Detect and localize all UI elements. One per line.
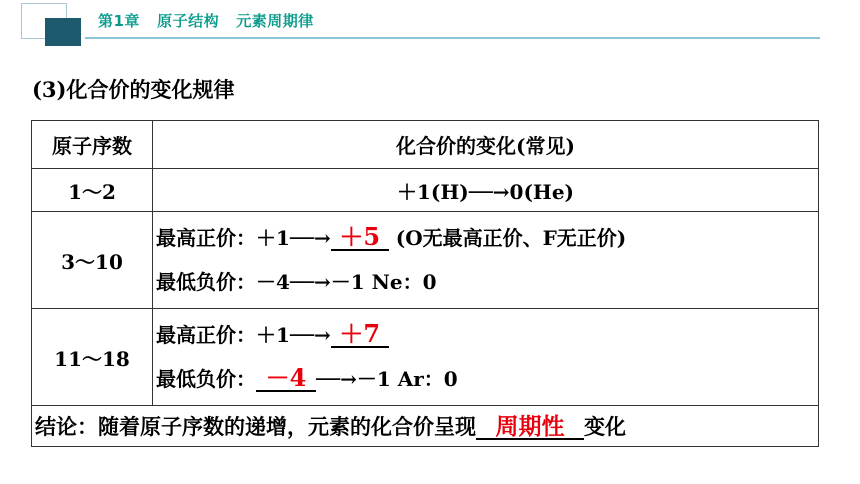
min-valence-line: [156, 357, 818, 401]
table-row: [32, 212, 819, 309]
max-valence-line: [156, 313, 818, 357]
conclusion-row: [32, 406, 819, 447]
conclusion-suffix: 变化: [584, 414, 626, 439]
chapter-header: [98, 10, 314, 31]
answer-blank: ＋7: [331, 322, 389, 348]
valence-cell: ＋1(H)──→0(He): [153, 169, 819, 212]
chapter-label: 第1章: [98, 12, 140, 30]
section-label: 原子结构: [157, 12, 220, 30]
logo-solid-square: [45, 18, 81, 46]
header-divider: [85, 37, 820, 39]
valence-cell: [153, 212, 819, 309]
min-valence-line: 最低负价：－4──→－1 Ne：0: [156, 270, 437, 294]
max-valence-line: [156, 216, 818, 260]
answer-blank: ＋5: [331, 225, 389, 251]
col-header-valence-change: 化合价的变化(常见): [153, 121, 819, 169]
answer-blank: －4: [256, 366, 316, 392]
max-valence-prefix: 最高正价：＋1──→: [156, 323, 331, 347]
range-cell: 3～10: [32, 212, 153, 309]
table-row: [32, 169, 819, 212]
min-valence-prefix: 最低负价：: [156, 367, 256, 391]
conclusion-cell: [32, 406, 819, 447]
valence-table: [31, 120, 819, 447]
range-cell: 1～2: [32, 169, 153, 212]
col-header-atomic-number: 原子序数: [32, 121, 153, 169]
section-title: (3)化合价的变化规律: [32, 77, 235, 102]
max-valence-prefix: 最高正价：＋1──→: [156, 226, 331, 250]
valence-cell: [153, 309, 819, 406]
subsection-label: 元素周期律: [236, 12, 314, 30]
table-header-row: [32, 121, 819, 169]
conclusion-prefix: 结论：随着原子序数的递增，元素的化合价呈现: [35, 414, 476, 439]
min-valence-suffix: ──→－1 Ar：0: [316, 367, 458, 391]
table-row: [32, 309, 819, 406]
max-valence-note: (O无最高正价、F无正价): [388, 226, 627, 250]
range-cell: 11～18: [32, 309, 153, 406]
answer-blank: 周期性: [476, 415, 584, 440]
